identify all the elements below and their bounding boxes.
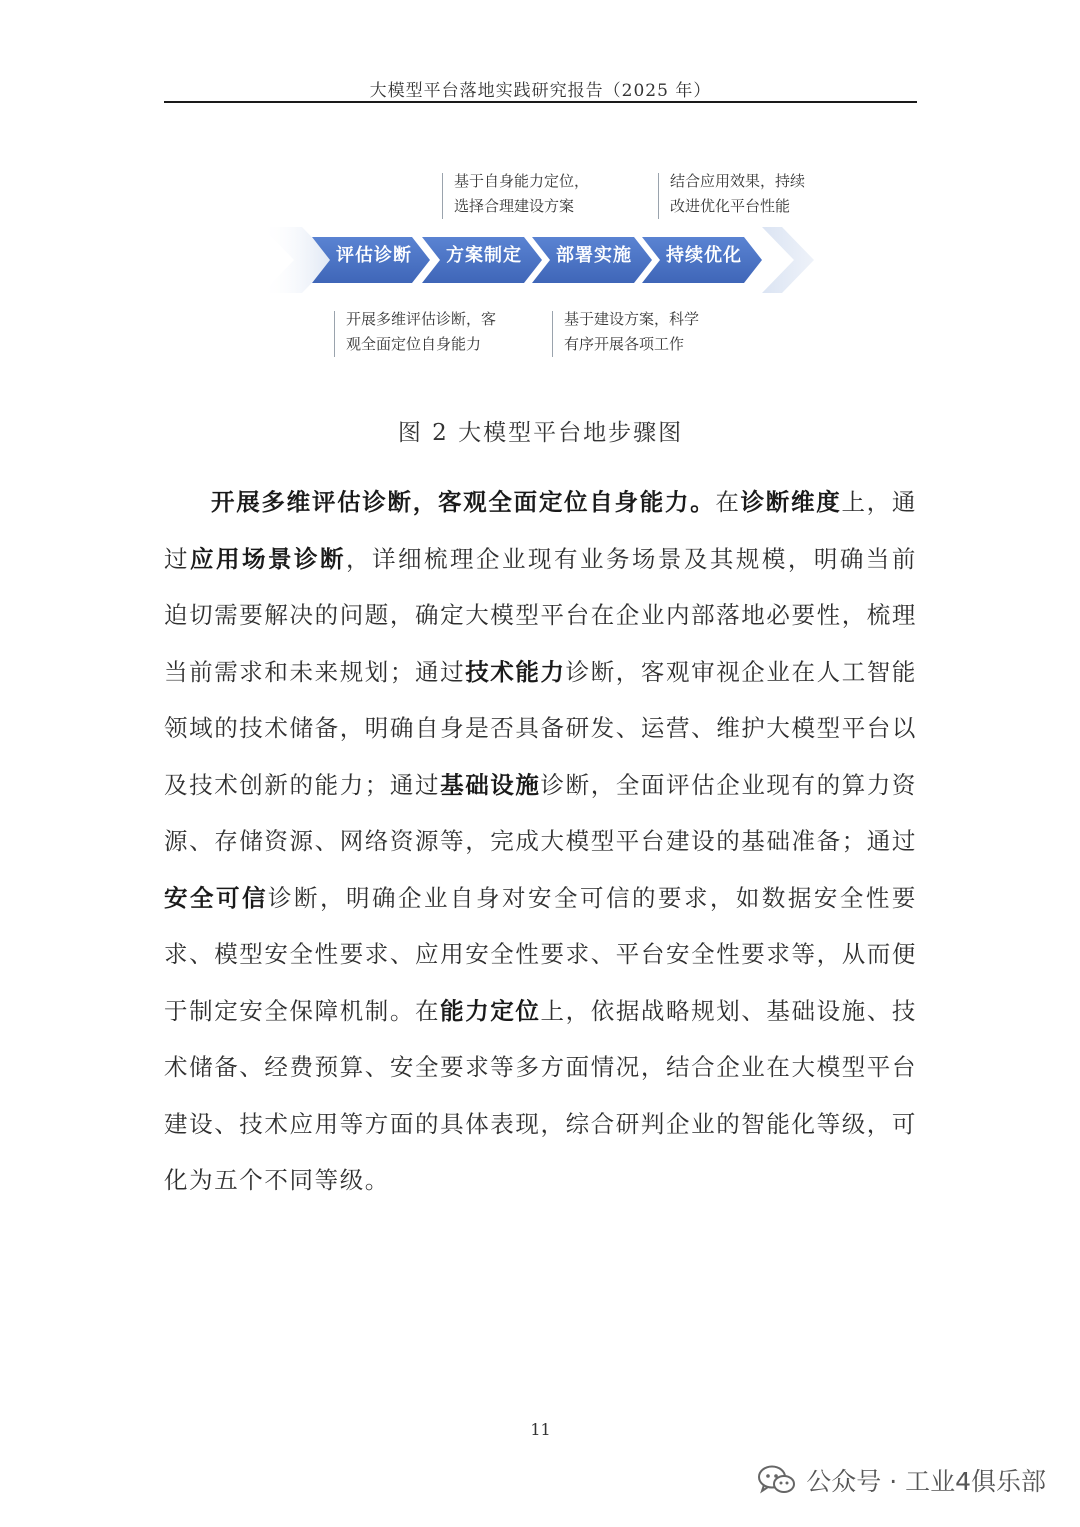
step-label-optimize: 持续优化	[666, 245, 742, 266]
step-label-deploy: 部署实施	[556, 245, 632, 266]
step-label-assess: 评估诊断	[336, 245, 412, 266]
body-bold-run: 安全可信	[164, 883, 268, 912]
process-flow	[262, 221, 822, 299]
header-rule	[164, 101, 917, 103]
body-bold-run: 开展多维评估诊断，客观全面定位自身能力。	[211, 488, 716, 516]
body-text-run: ，详细梳理企业现有业务场景及其规模，明确当前迫切需要解决的问题，确定大模型平台在企业内部落地必要性，梳理当前需求和未来规划；通过	[164, 544, 917, 686]
note-plan: 基于自身能力定位， 选择合理建设方案	[442, 169, 589, 219]
watermark-text: 公众号 · 工业4俱乐部	[806, 1467, 1046, 1496]
body-bold-run: 诊断维度	[740, 488, 842, 516]
body-text-run: 诊断，客观审视企业在人工智能领域的技术储备，明确自身是否具备研发、运营、维护大模型平台以及技术创新的能力；通过	[164, 657, 918, 799]
wechat-icon	[758, 1465, 796, 1495]
body-paragraph	[164, 474, 917, 1209]
arrow-head-fade	[762, 227, 814, 293]
body-text-run: 上，通过	[164, 488, 917, 573]
watermark	[758, 1462, 1046, 1498]
body-bold-run: 技术能力	[465, 657, 566, 686]
body-text-run: 上，依据战略规划、基础设施、技术储备、经费预算、安全要求等多方面情况，结合企业在大模型平台建设、技术应用等方面的具体表现，综合研判企业的智能化等级，可化为五个不同等级。	[164, 996, 918, 1194]
body-bold-run: 能力定位	[440, 996, 541, 1025]
note-optimize: 结合应用效果，持续 改进优化平台性能	[658, 169, 805, 219]
note-deploy: 基于建设方案，科学 有序开展各项工作	[552, 307, 699, 357]
body-bold-run: 基础设施	[440, 770, 541, 799]
steps-diagram	[262, 165, 822, 365]
note-assess: 开展多维评估诊断，客 观全面定位自身能力	[334, 307, 496, 357]
page-number: 11	[530, 1420, 551, 1439]
body-text-run: 诊断，全面评估企业现有的算力资源、存储资源、网络资源等，完成大模型平台建设的基础准备；通过	[164, 770, 918, 855]
body-text-run: 诊断，明确企业自身对安全可信的要求，如数据安全性要求、模型安全性要求、应用安全性要求、平台安全性要求等，从而便于制定安全保障机制。在	[164, 883, 918, 1025]
body-bold-run: 应用场景诊断	[190, 544, 346, 573]
body-text-run: 在	[715, 488, 741, 516]
step-label-plan: 方案制定	[446, 245, 522, 266]
figure-caption: 图 2 大模型平台地步骤图	[397, 420, 684, 446]
running-header: 大模型平台落地实践研究报告（2025 年）	[369, 81, 712, 101]
